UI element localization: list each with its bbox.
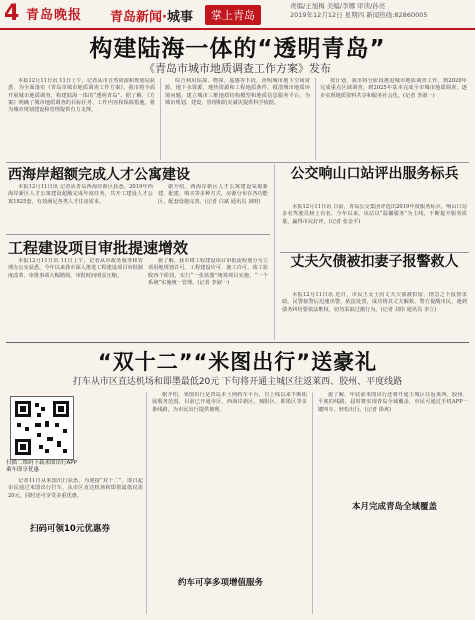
story2-col1-text: 本报12月11日讯 记者从青岛西海岸新区获悉，2019年西海岸新区人才公寓建设超额完成年度任务，共开工建设人才公寓1825套，有效满足各类人才住房需求。	[8, 184, 153, 205]
column-divider	[160, 78, 161, 160]
lead-col3-text: 按计划，我市将分阶段推进城市地质调查工作，到2020年完成重点区域调查，到2025年基本完成全市城市地质调查，逐步实现地质资料共享和服务社会化。(记者 李淑一)	[320, 78, 467, 99]
story4-title: 公交响山口站评出服务标兵	[290, 166, 459, 182]
column-divider	[312, 392, 313, 614]
section-a-head: 扫码可领10元优惠券	[30, 524, 110, 534]
feature-col3-text: 据了解，年底前米图出行还将开通主城区往返莱西、胶州、平度的线路，届时将实现青岛全域覆盖，市民可通过手机APP一键叫车，轻松出行。(记者 徐爽)	[318, 392, 468, 413]
feature-column-1	[8, 478, 143, 518]
column-divider	[315, 78, 316, 160]
section-divider	[280, 252, 469, 253]
story3-column-2	[148, 258, 268, 340]
lead-col2-text: 综合利用钻探、物探、遥感等手段，查明城市地下空间资源、地下水资源、地热资源和工程地质条件，摸清城市地质环境问题，建立城市三维地质结构模型和地质信息服务平台，为城市规划、建设、管理和防灾减灾提供科学依据。	[165, 78, 310, 106]
lead-column-3	[320, 78, 467, 158]
editor-line: 责编/王旭梅 美编/李娜 审读/孙亮	[290, 2, 386, 10]
feature-col2-text: 据介绍，米图出行是青岛本土网约车平台，自上线以来不断拓展服务范围，目前已开通市区、西海岸新区、城阳区、即墨区等多条线路，为市民出行提供便利。	[152, 392, 307, 413]
qr-code-icon	[11, 397, 73, 459]
feature-subtitle: 打车从市区直达机场和即墨最低20元 下句将开通主城区往返莱西、胶州、平度线路	[72, 377, 403, 387]
masthead	[0, 0, 475, 30]
app-badge[interactable]: 掌上青岛	[205, 5, 261, 25]
story2-title: 西海岸超额完成人才公寓建设	[8, 167, 190, 183]
story4-body-text: 本报12月11日讯 日前，青岛公交集团评选出2019年度服务标兵，响山口站多名驾驶员榜上有名。今年以来，该站以“温馨服务”为主线，不断提升服务质量，赢得市民好评。(记者 张金平)	[282, 204, 467, 225]
story3-title: 工程建设项目审批提速增效	[8, 239, 189, 257]
header-info	[290, 2, 428, 20]
story2-column-2	[158, 184, 268, 232]
section-prefix: 青岛新闻·	[110, 10, 167, 25]
page-number: 4	[4, 1, 20, 26]
story3-col1-text: 本报12月11日讯 11日上午，记者从市政务服务和管理办公室获悉，今年以来我市深入推进工程建设项目审批制度改革，审批事项大幅精简，审批时间明显压缩。	[8, 258, 143, 279]
date-line: 2019年12月12日 星期四 新闻热线:82860005	[290, 11, 428, 19]
section-b-head: 约车可享多项增值服务	[178, 578, 264, 588]
qr-code[interactable]	[10, 396, 74, 460]
feature-column-2	[152, 392, 307, 514]
story4-body	[282, 204, 467, 250]
section-name: 城事	[166, 10, 193, 25]
section-divider	[6, 162, 469, 163]
section-divider	[6, 234, 270, 235]
feature-column-3	[318, 392, 468, 496]
column-divider	[274, 164, 275, 340]
story5-title: 丈夫欠债被扣妻子报警救人	[290, 254, 459, 270]
story2-col2-text: 据介绍，西海岸新区人才公寓建设采取新建、配建、购买等多种方式，房源分布在各功能区，配套设施完善。(记者 白斌 通讯员 刘明)	[158, 184, 268, 205]
paper-name: 青岛晚报	[26, 8, 83, 23]
qr-caption: 扫描二维码下载米图出行APP 乘车即享优惠	[6, 460, 77, 473]
section-title	[110, 6, 193, 25]
lead-subhead: 《青岛市城市地质调查工作方案》发布	[144, 62, 331, 75]
lead-column-1	[8, 78, 155, 158]
feature-title: “双十二”“米图出行”送豪礼	[97, 350, 378, 374]
feature-col1-text: 记者11日从米图出行获悉，为迎接“双十二”，即日起市民通过米图出行打车，从市区直达机场和即墨最低仅需20元，同时还可享受多重优惠。	[8, 478, 143, 499]
story5-body-text: 本报12月11日讯 近日，市民王女士因丈夫欠债被扣留，情急之下报警求助。民警接警后迅速出警，依法处置，成功将其丈夫解救。警方提醒市民，遇到债务纠纷要依法维权，切勿采取过激行为。(记者 刘伟 通讯员 李立)	[282, 292, 467, 313]
section-c-head: 本月完成青岛全域覆盖	[352, 502, 438, 512]
lead-headline: 构建陆海一体的“透明青岛”	[89, 36, 386, 62]
story2-column-1	[8, 184, 153, 232]
story3-column-1	[8, 258, 143, 340]
section-divider	[6, 342, 469, 343]
story5-body	[282, 292, 467, 340]
lead-col1-text: 本报12月11日讯 11日上午，记者从市自然资源和规划局获悉，为全面落实《青岛市城市地质调查工作方案》，我市将全面开展城市地质调查，构建陆海一体的“透明青岛”。据了解，《方案》明确了城市地质调查的目标任务、工作内容和保障措施，将为城市规划建设和管理提供有力支撑。	[8, 78, 155, 114]
lead-column-2	[165, 78, 310, 158]
story3-col2-text: 据了解，我市将工程建设项目审批流程划分为立项用地规划许可、工程建设许可、施工许可、竣工验收四个阶段，实行“一张蓝图”统筹项目实施、“一个系统”实施统一管理。(记者 李淑一)	[148, 258, 268, 286]
column-divider	[146, 392, 147, 614]
